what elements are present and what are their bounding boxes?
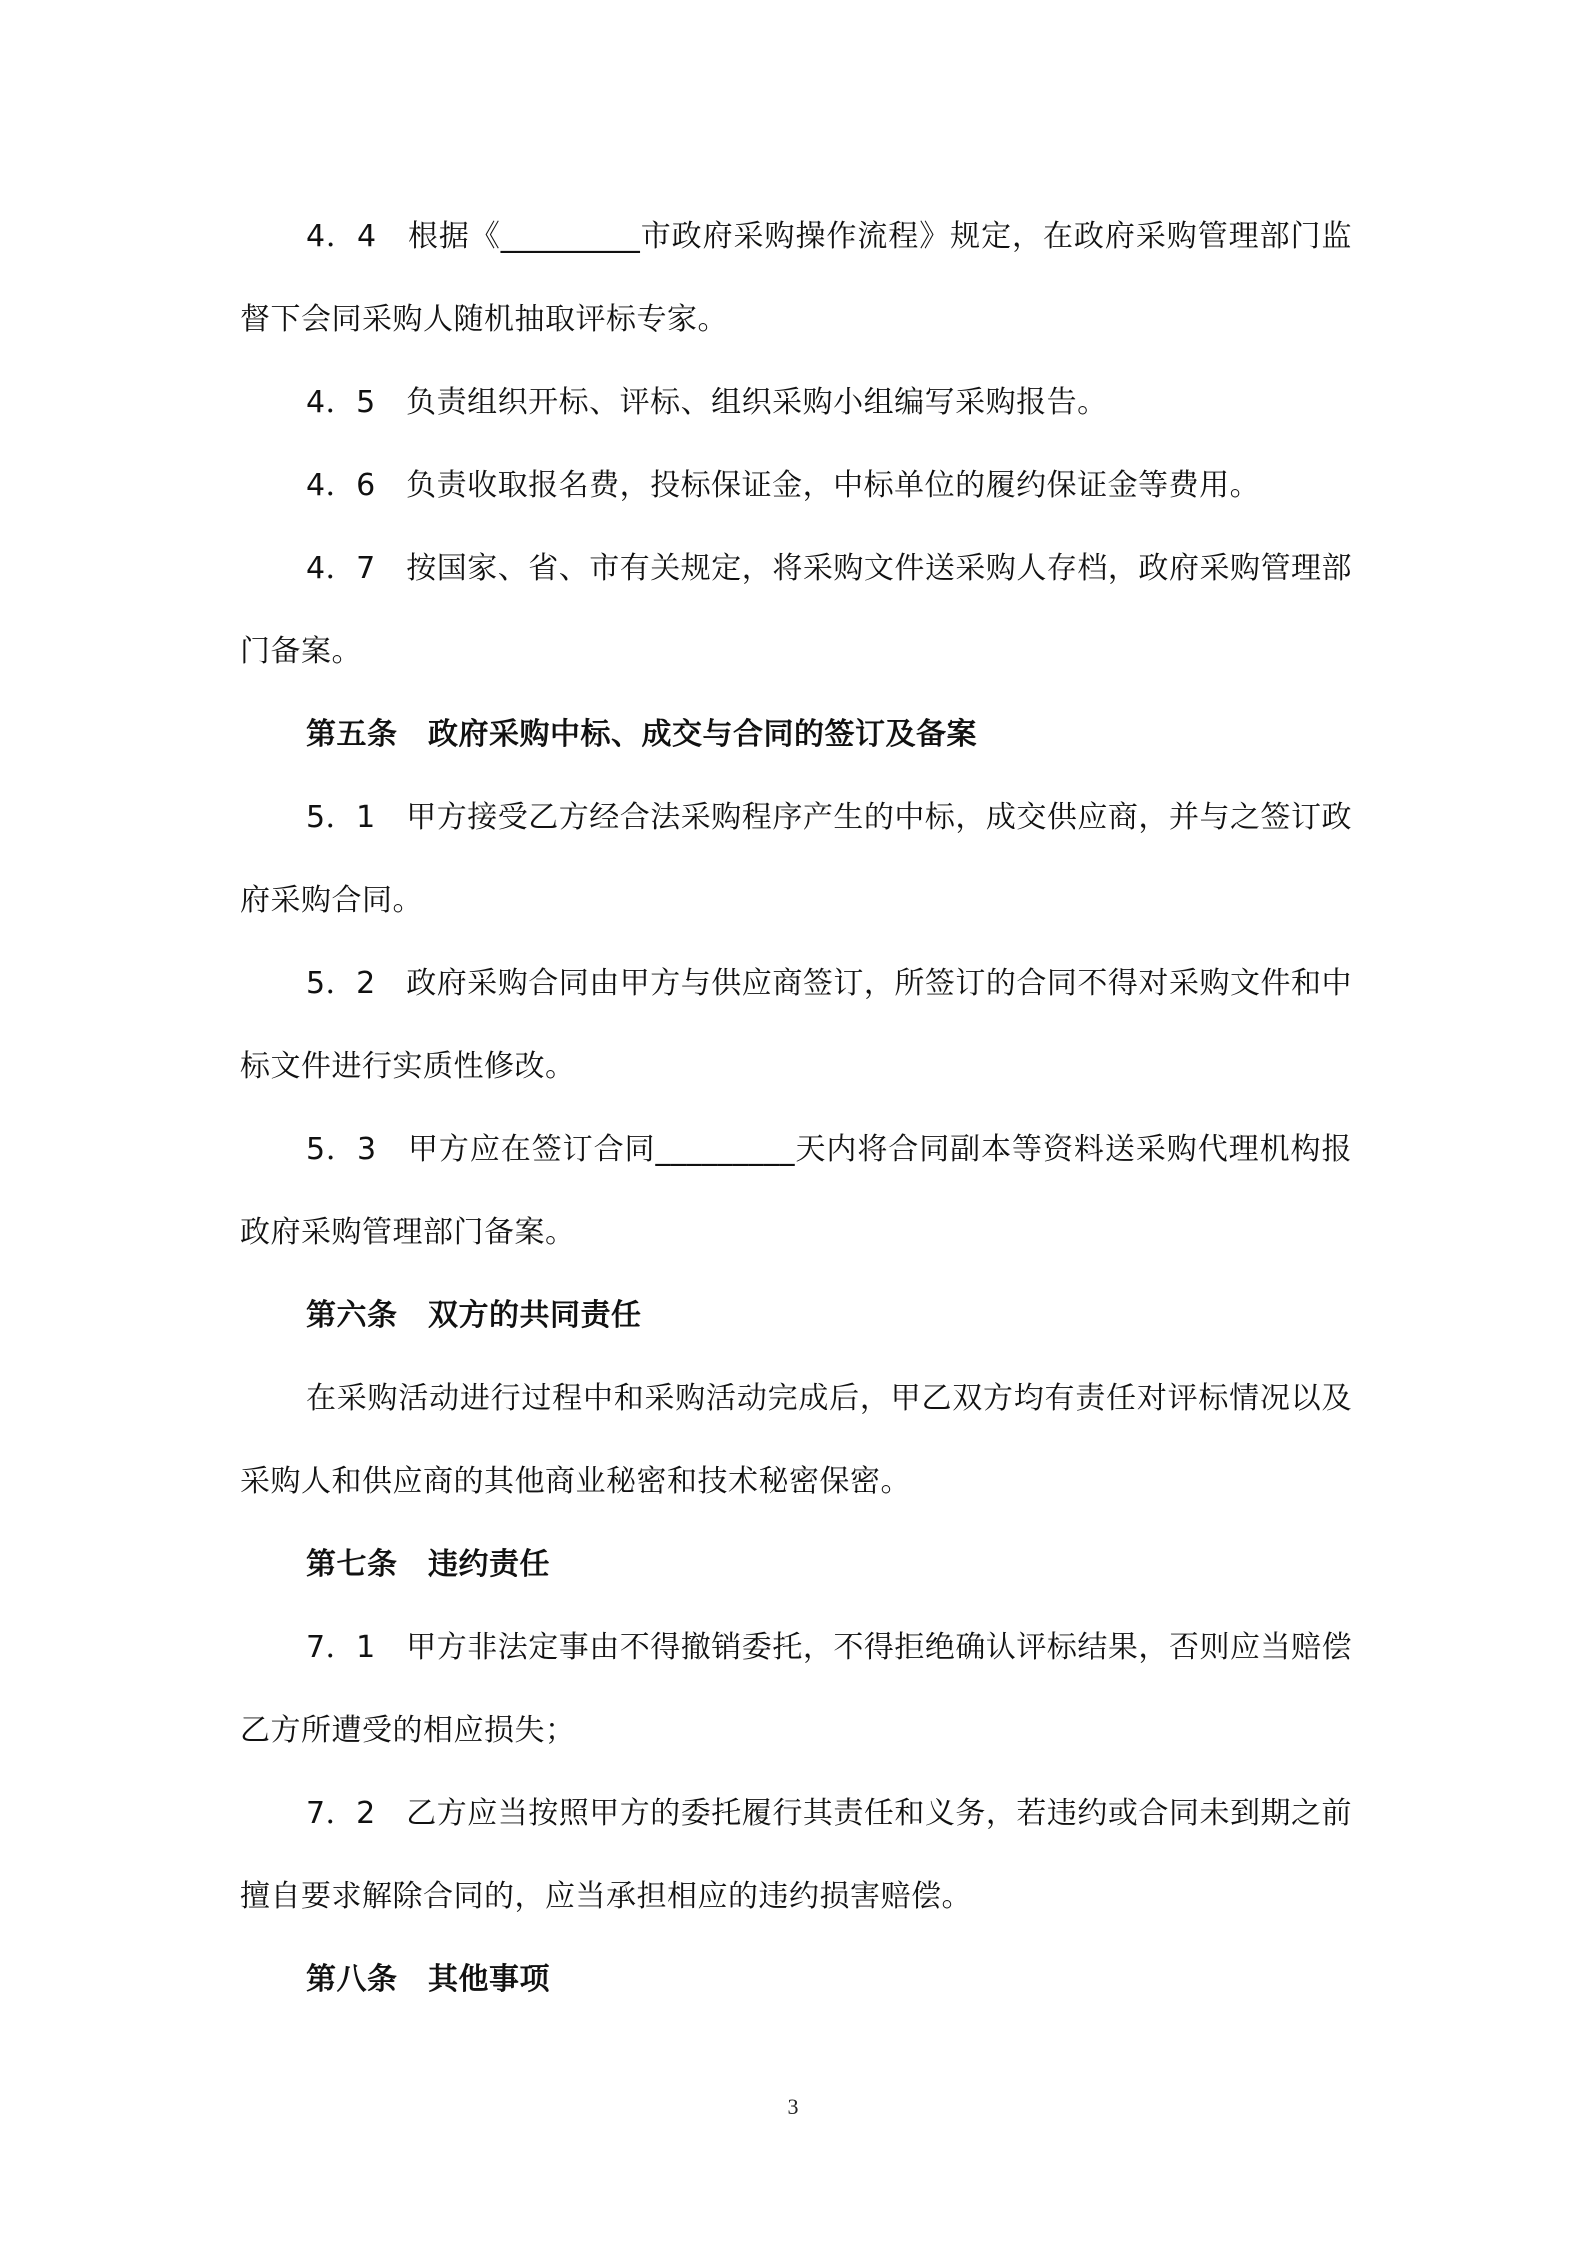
paragraph-4-7: 4．7 按国家、省、市有关规定，将采购文件送采购人存档，政府采购管理部门备案。 [240, 551, 1352, 669]
paragraph-4-5: 4．5 负责组织开标、评标、组织采购小组编写采购报告。 [306, 385, 1108, 420]
paragraph-4-6: 4．6 负责收取报名费，投标保证金，中标单位的履约保证金等费用。 [306, 468, 1261, 503]
article-5-heading: 第五条 政府采购中标、成交与合同的签订及备案 [306, 717, 977, 752]
paragraph-6-body: 在采购活动进行过程中和采购活动完成后，甲乙双方均有责任对评标情况以及采购人和供应商的其他商业秘密和技术秘密保密。 [240, 1381, 1352, 1499]
article-6-heading: 第六条 双方的共同责任 [306, 1298, 642, 1333]
paragraph-7-1: 7．1 甲方非法定事由不得撤销委托，不得拒绝确认评标结果，否则应当赔偿乙方所遭受的相应损失； [240, 1630, 1352, 1748]
article-8-heading: 第八条 其他事项 [306, 1962, 550, 1997]
article-7-heading: 第七条 违约责任 [306, 1547, 550, 1582]
paragraph-4-4: 4．4 根据《_________市政府采购操作流程》规定，在政府采购管理部门监督下会同采购人随机抽取评标专家。 [240, 219, 1352, 337]
document-body [240, 195, 1352, 2021]
paragraph-5-3: 5．3 甲方应在签订合同_________天内将合同副本等资料送采购代理机构报政府采购管理部门备案。 [240, 1132, 1352, 1250]
page-number: 3 [787, 2094, 799, 2119]
paragraph-5-1: 5．1 甲方接受乙方经合法采购程序产生的中标，成交供应商，并与之签订政府采购合同。 [240, 800, 1352, 918]
paragraph-5-2: 5．2 政府采购合同由甲方与供应商签订，所签订的合同不得对采购文件和中标文件进行实质性修改。 [240, 966, 1352, 1084]
paragraph-7-2: 7．2 乙方应当按照甲方的委托履行其责任和义务，若违约或合同未到期之前擅自要求解除合同的，应当承担相应的违约损害赔偿。 [240, 1796, 1352, 1914]
